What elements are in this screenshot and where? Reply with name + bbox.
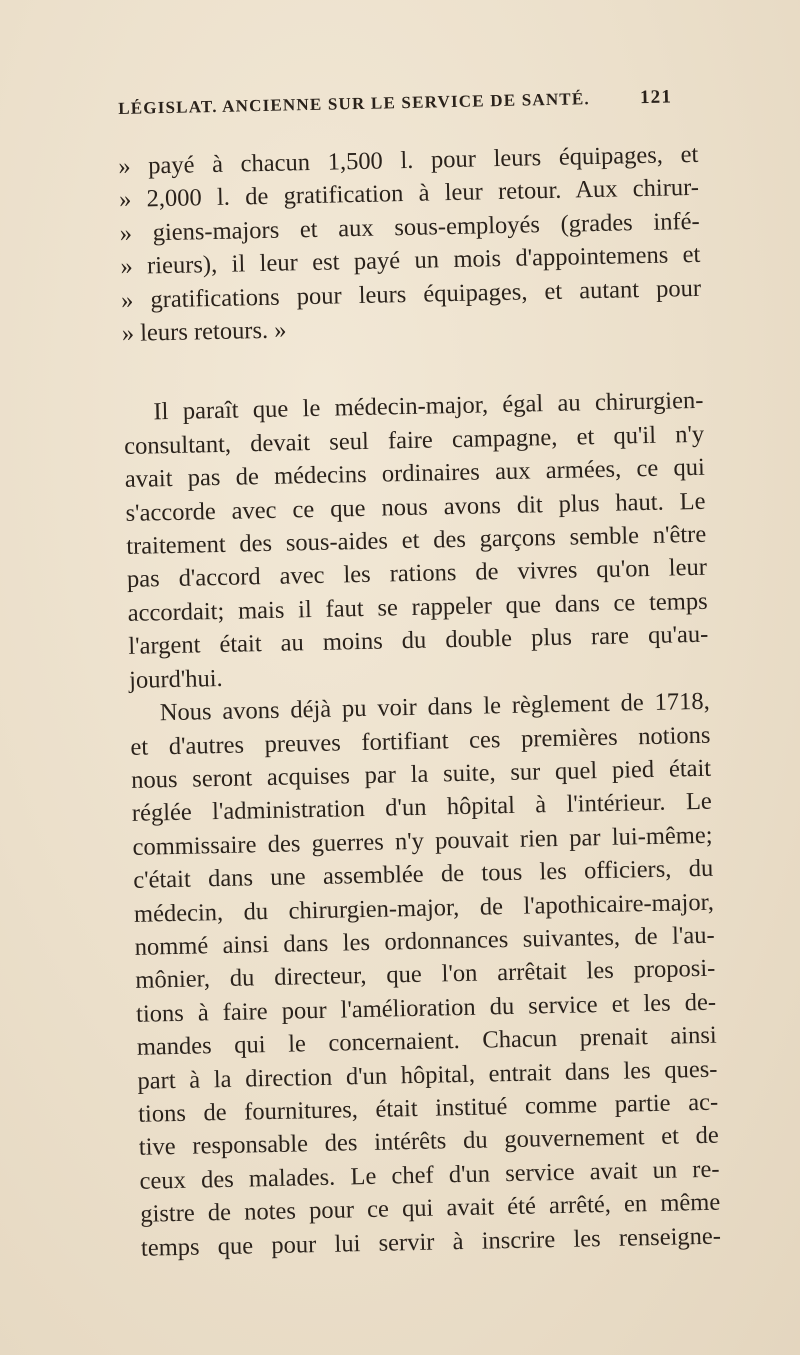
text-line: l'argent était au moins du double plus rare qu'au- xyxy=(128,621,709,661)
text-line: nommé ainsi dans les ordonnances suivantes, de l'au- xyxy=(134,921,715,961)
text-line: gistre de notes pour ce qui avait été arrêté, en même xyxy=(140,1188,721,1228)
running-title: LÉGISLAT. ANCIENNE SUR LE SERVICE DE SANTÉ. xyxy=(118,89,591,118)
text-line: » 2,000 l. de gratification à leur retour. Aux chirur- xyxy=(118,174,700,214)
text-line: nous seront acquises par la suite, sur quel pied était xyxy=(130,754,712,794)
text-line: mandes qui le concernaient. Chacun prenait ainsi xyxy=(136,1021,717,1061)
text-line: Nous avons déjà pu voir dans le règlement de 1718, xyxy=(159,687,710,727)
text-line: tions à faire pour l'amélioration du service et les de- xyxy=(135,988,717,1028)
text-line: tive responsable des intérêts du gouvernement et de xyxy=(138,1122,720,1162)
paragraph xyxy=(123,384,709,697)
text-line: part à la direction d'un hôpital, entrait dans les ques- xyxy=(137,1055,718,1095)
text-line: jourd'hui. xyxy=(128,664,223,694)
paragraph xyxy=(129,685,721,1265)
text-line: consultant, devait seul faire campagne, et qu'il n'y xyxy=(123,420,705,460)
text-line: » leurs retours. » xyxy=(121,316,287,347)
text-line: » payé à chacun 1,500 l. pour leurs équipages, et xyxy=(118,140,699,180)
text-line: » rieurs), il leur est payé un mois d'appointemens et xyxy=(120,241,701,281)
text-line: s'accorde avec ce que nous avons dit plus haut. Le xyxy=(125,487,706,527)
text-line: Il paraît que le médecin-major, égal au chirurgien- xyxy=(153,387,704,426)
text-line: accordait; mais il faut se rappeler que dans ce temps xyxy=(127,587,708,627)
running-header xyxy=(118,86,698,120)
text-line: pas d'accord avec les rations de vivres qu'on leur xyxy=(126,554,708,594)
text-line: traitement des sous-aides et des garçons semble n'être xyxy=(126,520,707,560)
text-line: ceux des malades. Le chef d'un service avait un re- xyxy=(139,1155,720,1195)
page-number: 121 xyxy=(639,86,673,109)
text-line: » giens-majors et aux sous-employés (grades infé- xyxy=(119,207,700,247)
text-line: c'était dans une assemblée de tous les officiers, du xyxy=(133,854,714,894)
text-line: tions de fournitures, était institué comme partie ac- xyxy=(137,1088,719,1128)
text-line: temps que pour lui servir à inscrire les renseigne- xyxy=(140,1222,722,1262)
quoted-passage xyxy=(118,138,702,351)
text-line: mônier, du directeur, que l'on arrêtait les proposi- xyxy=(135,955,716,995)
text-line: médecin, du chirurgien-major, de l'apothicaire-major, xyxy=(133,888,715,928)
text-line: commissaire des guerres n'y pouvait rien par lui-même; xyxy=(132,821,713,861)
text-line: avait pas de médecins ordinaires aux armées, ce qui xyxy=(124,454,706,494)
text-line: » gratifications pour leurs équipages, et autant pour xyxy=(120,274,702,314)
page-body xyxy=(118,138,721,1265)
text-line: et d'autres preuves fortifiant ces premières notions xyxy=(130,721,711,761)
text-line: réglée l'administration d'un hôpital à l'intérieur. Le xyxy=(131,788,713,828)
